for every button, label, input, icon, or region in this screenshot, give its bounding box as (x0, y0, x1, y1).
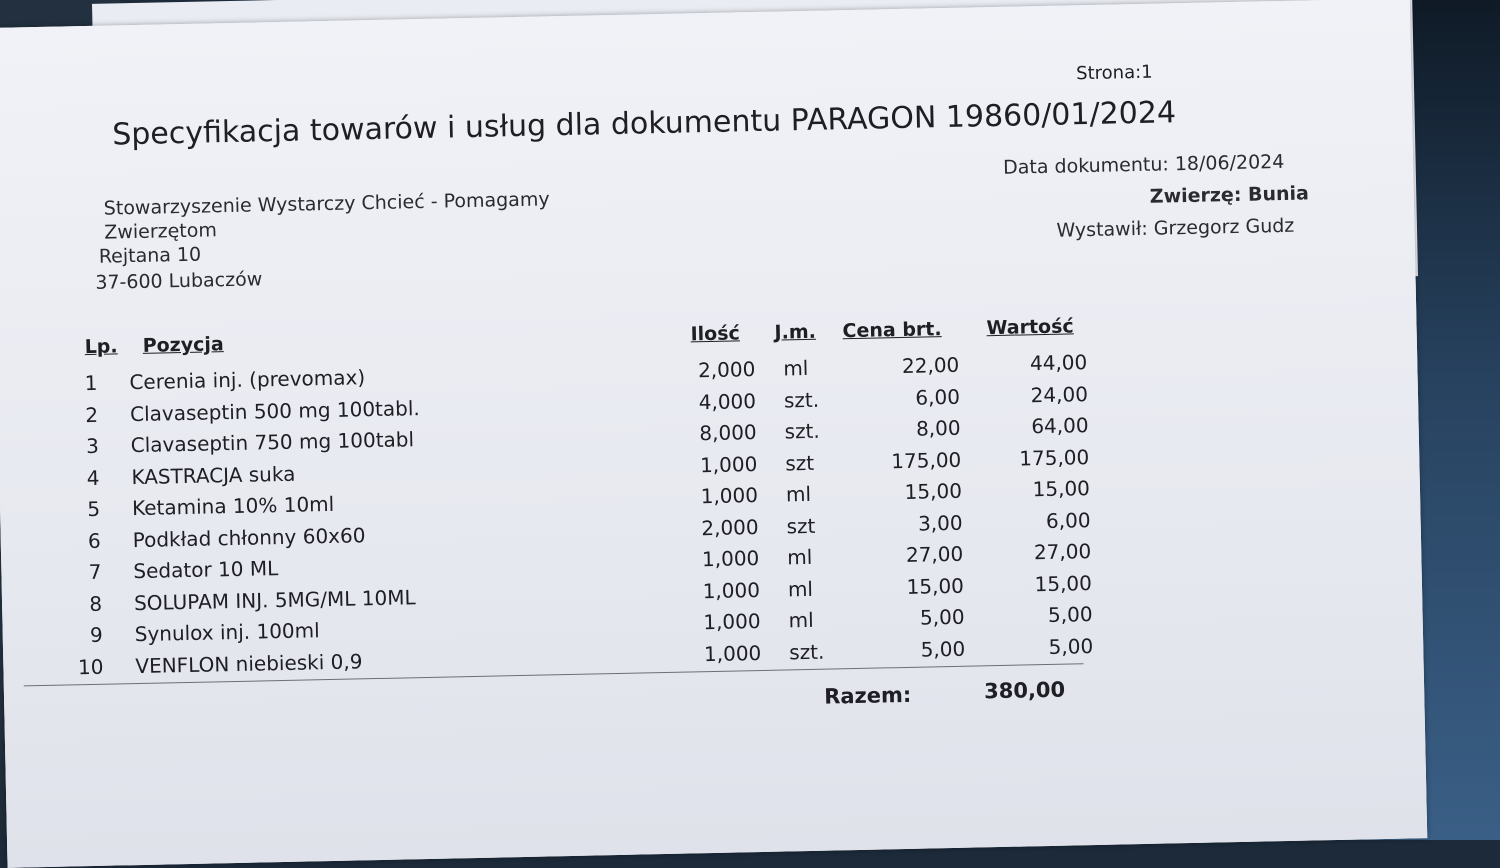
row-qty: 8,000 (699, 420, 757, 446)
header-qty: Ilość (690, 322, 741, 346)
row-price: 22,00 (901, 352, 960, 378)
row-value: 6,00 (1045, 507, 1091, 533)
total-value: 380,00 (983, 677, 1066, 704)
row-price: 6,00 (915, 384, 961, 410)
row-unit: ml (788, 607, 814, 633)
row-lp: 3 (85, 433, 100, 459)
document-date: Data dokumentu: 18/06/2024 (1002, 150, 1285, 179)
row-item: Synulox inj. 100ml (134, 618, 320, 647)
row-item: Podkład chłonny 60x60 (132, 522, 366, 552)
row-value: 5,00 (1047, 602, 1093, 627)
row-value: 5,00 (1048, 633, 1094, 659)
row-value: 44,00 (1029, 350, 1088, 376)
row-qty: 4,000 (698, 388, 757, 414)
row-item: Sedator 10 ML (133, 556, 279, 584)
document-title: Specyfikacja towarów i usług dla dokumentu PARAGON 19860/01/2024 (111, 95, 1177, 153)
total-label: Razem: (823, 682, 912, 709)
row-unit: ml (787, 544, 813, 570)
org-city: 37-600 Lubaczów (95, 268, 263, 294)
row-price: 8,00 (915, 415, 961, 441)
row-lp: 4 (86, 465, 100, 490)
row-qty: 1,000 (701, 546, 760, 572)
row-qty: 1,000 (699, 451, 758, 477)
row-lp: 2 (85, 402, 99, 427)
row-lp: 10 (77, 654, 104, 679)
row-lp: 8 (89, 591, 103, 616)
row-qty: 1,000 (703, 608, 761, 635)
row-unit: szt. (784, 418, 820, 444)
row-unit: ml (783, 355, 809, 381)
row-lp: 5 (87, 496, 101, 522)
header-unit: J.m. (774, 320, 817, 344)
row-qty: 1,000 (703, 640, 762, 666)
header-price: Cena brt. (842, 318, 942, 343)
row-value: 24,00 (1030, 381, 1089, 407)
row-lp: 6 (87, 528, 102, 553)
row-price: 175,00 (891, 447, 962, 473)
row-item: Ketamina 10% 10ml (131, 491, 335, 521)
row-unit: szt. (788, 639, 825, 664)
row-unit: ml (785, 481, 812, 507)
row-value: 175,00 (1018, 444, 1090, 471)
animal-name: Zwierzę: Bunia (1149, 182, 1310, 208)
row-unit: ml (787, 576, 814, 601)
page-number: Strona:1 (1075, 61, 1153, 85)
issuer: Wystawił: Grzegorz Gudz (1056, 214, 1295, 242)
header-item: Pozycja (142, 333, 224, 357)
row-value: 15,00 (1032, 476, 1091, 502)
row-item: VENFLON niebieski 0,9 (135, 648, 363, 678)
row-qty: 2,000 (701, 514, 759, 540)
row-unit: szt (786, 513, 816, 538)
header-value: Wartość (986, 315, 1074, 340)
row-qty: 1,000 (700, 483, 759, 509)
row-lp: 1 (84, 370, 98, 396)
row-price: 5,00 (919, 604, 965, 630)
row-price: 15,00 (904, 478, 963, 504)
row-unit: szt. (783, 387, 820, 412)
row-item: Clavaseptin 500 mg 100tabl. (129, 395, 420, 426)
row-item: Clavaseptin 750 mg 100tabl (130, 427, 415, 458)
org-name-line2: Zwierzętom (104, 219, 218, 244)
row-price: 15,00 (906, 573, 965, 599)
row-lp: 7 (88, 559, 102, 585)
row-price: 27,00 (905, 541, 964, 567)
row-unit: szt (785, 450, 815, 475)
row-price: 5,00 (920, 636, 966, 662)
org-street: Rejtana 10 (98, 243, 202, 268)
row-item: KASTRACJA suka (131, 461, 296, 489)
row-item: SOLUPAM INJ. 5MG/ML 10ML (133, 584, 416, 615)
row-qty: 2,000 (697, 357, 756, 383)
row-value: 15,00 (1034, 570, 1093, 596)
row-price: 3,00 (917, 510, 963, 536)
row-lp: 9 (89, 622, 103, 648)
header-lp: Lp. (84, 335, 118, 359)
row-value: 27,00 (1033, 539, 1092, 565)
org-name-line1: Stowarzyszenie Wystarczy Chcieć - Pomagamy (103, 188, 550, 220)
row-qty: 1,000 (702, 577, 761, 603)
row-value: 64,00 (1031, 413, 1089, 439)
row-item: Cerenia inj. (prevomax) (129, 365, 366, 395)
